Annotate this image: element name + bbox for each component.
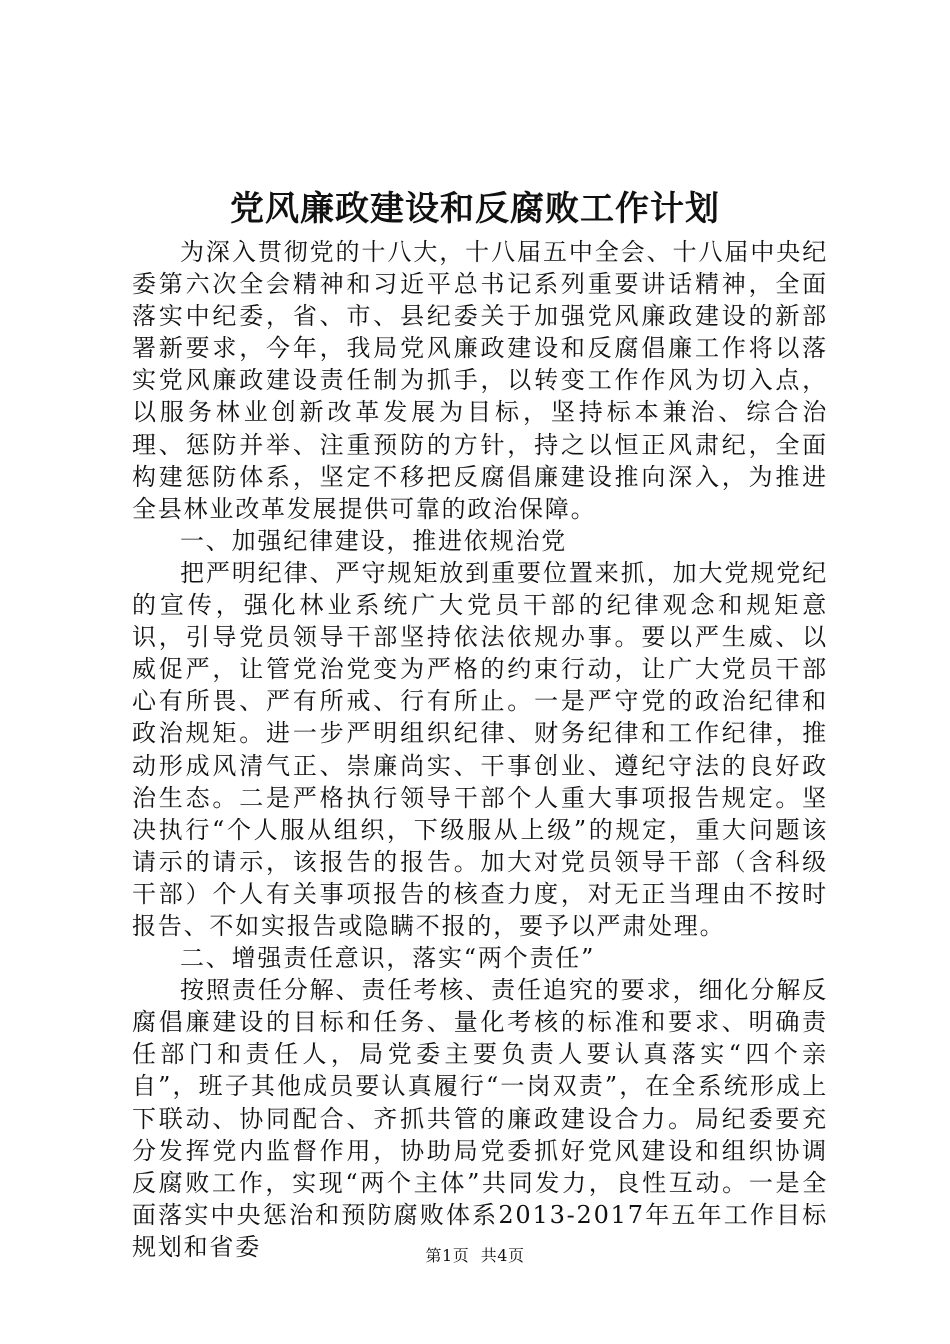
page-footer: [0, 1245, 950, 1267]
page-total: 共4页: [480, 1246, 525, 1265]
section-1-paragraph: 把严明纪律、严守规矩放到重要位置来抓，加大党规党纪的宣传，强化林业系统广大党员干部的纪律观念和规矩意识，引导党员领导干部坚持依法依规办事。要以严生威、以威促严，让管党治党变为严格的约束行动，让广大党员干部心有所畏、严有所戒、行有所止。一是严守党的政治纪律和政治规矩。进一步严明组织纪律、财务纪律和工作纪律，推动形成风清气正、崇廉尚实、干事创业、遵纪守法的良好政治生态。二是严格执行领导干部个人重大事项报告规定。坚决执行“个人服从组织，下级服从上级”的规定，重大问题该请示的请示，该报告的报告。加大对党员领导干部（含科级干部）个人有关事项报告的核查力度，对无正当理由不按时报告、不如实报告或隐瞒不报的，要予以严肃处理。: [132, 558, 828, 940]
document-title: 党风廉政建设和反腐败工作计划: [230, 189, 720, 229]
intro-paragraph: 为深入贯彻党的十八大，十八届五中全会、十八届中央纪委第六次全会精神和习近平总书记系列重要讲话精神，全面落实中纪委，省、市、县纪委关于加强党风廉政建设的新部署新要求，今年，我局党风廉政建设和反腐倡廉工作将以落实党风廉政建设责任制为抓手，以转变工作作风为切入点，以服务林业创新改革发展为目标，坚持标本兼治、综合治理、惩防并举、注重预防的方针，持之以恒正风肃纪，全面构建惩防体系，坚定不移把反腐倡廉建设推向深入，为推进全县林业改革发展提供可靠的政治保障。: [132, 238, 828, 523]
section-heading-2: 二、增强责任意识，落实“两个责任”: [180, 944, 596, 973]
document-body: [132, 236, 828, 1263]
section-heading-1: 一、加强纪律建设，推进依规治党: [180, 526, 567, 555]
section-2-paragraph: 按照责任分解、责任考核、责任追究的要求，细化分解反腐倡廉建设的目标和任务、量化考核的标准和要求、明确责任部门和责任人，局党委主要负责人要认真落实“四个亲自”，班子其他成员要认真履行“一岗双责”，在全系统形成上下联动、协同配合、齐抓共管的廉政建设合力。局纪委要充分发挥党内监督作用，协助局党委抓好党风建设和组织协调反腐败工作，实现“两个主体”共同发力，良性互动。一是全面落实中央惩治和预防腐败体系2013-2017年五年工作目标规划和省委: [132, 976, 828, 1261]
page-number: 第1页: [425, 1246, 470, 1265]
